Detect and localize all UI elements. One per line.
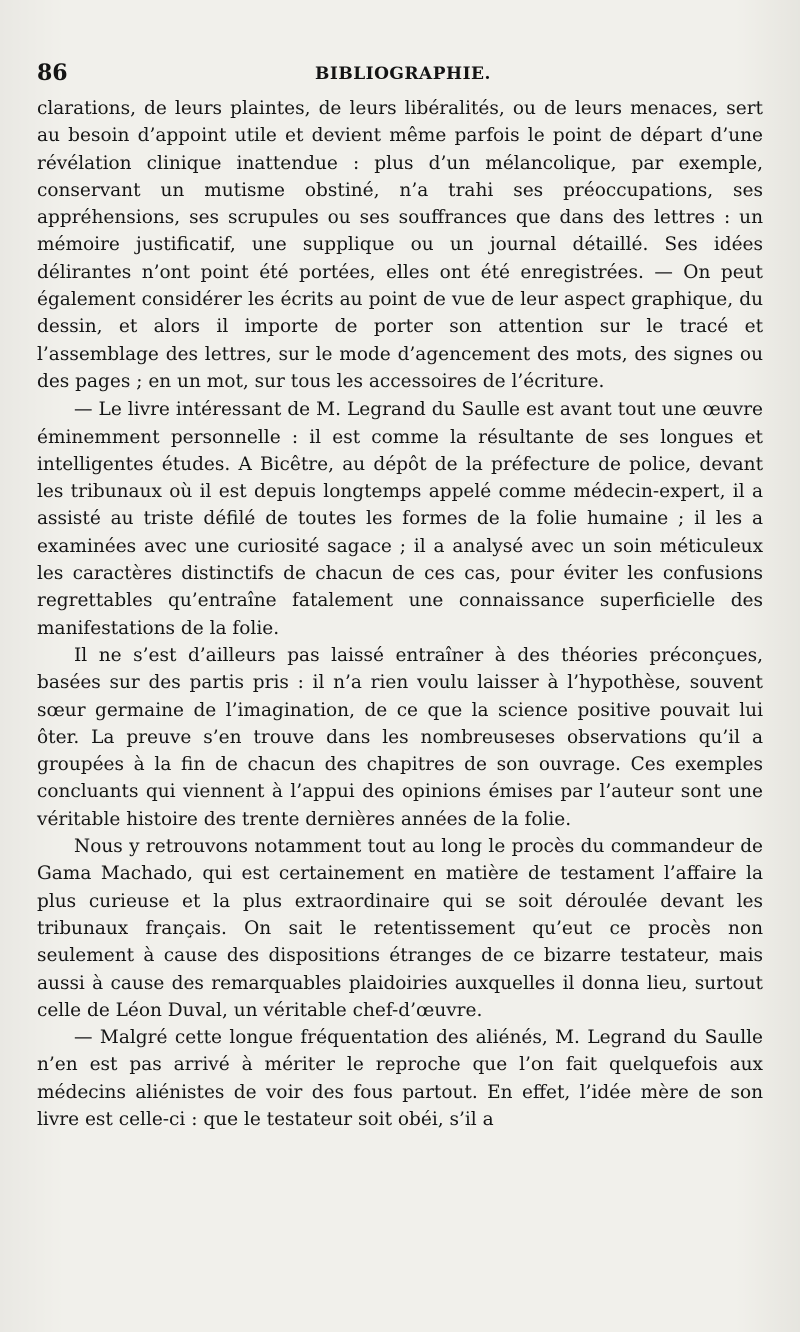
- paragraph-1: clarations, de leurs plaintes, de leurs libéralités, ou de leurs menaces, sert au besoin d’appoint utile et devient même parfois le point de départ d’une révélation clinique inattendue : plus d’un mélancolique, par exemple, conservant un mutisme obstiné, n’a trahi ses préoccupations, ses appréhensions, ses scrupules ou ses souffrances que dans des lettres : un mémoire justificatif, une supplique ou un journal détaillé. Ses idées délirantes n’ont point été portées, elles ont été enregistrées. — On peut également considérer les écrits au point de vue de leur aspect graphique, du dessin, et alors il importe de porter son attention sur le tracé et l’assemblage des lettres, sur le mode d’agencement des mots, des signes ou des pages ; en un mot, sur tous les accessoires de l’écriture.: [37, 98, 763, 392]
- running-head: BIBLIOGRAPHIE.: [315, 64, 491, 84]
- body-text: [37, 95, 763, 1133]
- paragraph-2: — Le livre intéressant de M. Legrand du Saulle est avant tout une œuvre éminemment personnelle : il est comme la résultante de ses longues et intelligentes études. A Bicêtre, au dépôt de la préfecture de police, devant les tribunaux où il est depuis longtemps appelé comme médecin-expert, il a assisté au triste défilé de toutes les formes de la folie humaine ; il les a examinées avec une curiosité sagace ; il a analysé avec un soin méticuleux les caractères distinctifs de chacun de ces cas, pour éviter les confusions regrettables qu’entraîne fatalement une connaissance superficielle des manifestations de la folie.: [37, 399, 763, 639]
- paragraph-3: Il ne s’est d’ailleurs pas laissé entraîner à des théories préconçues, basées sur des partis pris : il n’a rien voulu laisser à l’hypothèse, souvent sœur germaine de l’imagination, de ce que la science positive pouvait lui ôter. La preuve s’en trouve dans les nombreuseses observations qu’il a groupées à la fin de chacun des chapitres de son ouvrage. Ces exemples concluants qui viennent à l’appui des opinions émises par l’auteur sont une véritable histoire des trente dernières années de la folie.: [37, 644, 763, 830]
- page-header: [37, 60, 757, 92]
- paragraph-5: — Malgré cette longue fréquentation des aliénés, M. Legrand du Saulle n’en est pas arrivé à mériter le reproche que l’on fait quelquefois aux médecins aliénistes de voir des fous partout. En effet, l’idée mère de son livre est celle-ci : que le testateur soit obéi, s’il a: [37, 1027, 763, 1130]
- paragraph-4: Nous y retrouvons notamment tout au long le procès du commandeur de Gama Machado, qui est certainement en matière de testament l’affaire la plus curieuse et la plus extraordinaire qui se soit déroulée devant les tribunaux français. On sait le retentissement qu’eut ce procès non seulement à cause des dispositions étranges de ce bizarre testateur, mais aussi à cause des remarquables plaidoiries auxquelles il donna lieu, surtout celle de Léon Duval, un véritable chef-d’œuvre.: [37, 836, 763, 1021]
- page-number: 86: [37, 60, 68, 86]
